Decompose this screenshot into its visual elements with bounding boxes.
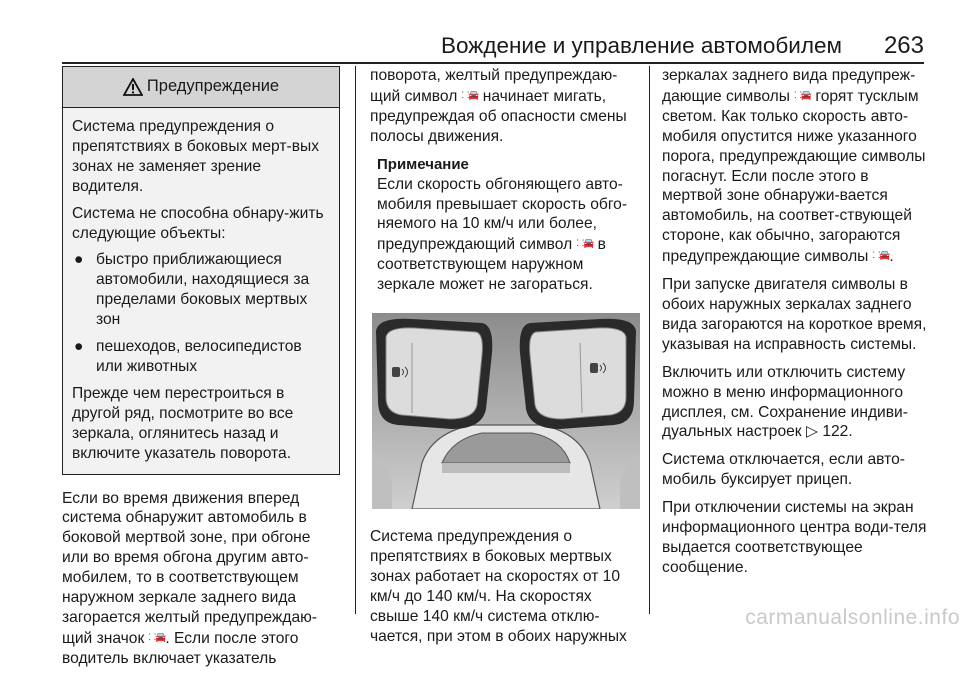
warning-bullet-text: быстро приближающиеся автомобили, находящиеся за пределами боковых мертвых зон [96,251,310,329]
body-paragraph: Система предупреждения о препятствиях в боковых мертвых зонах работает на скоростях от 10 км/ч до 140 км/ч. На скоростях свыше 140 км/ч система отклю-чается, при этом в обоих наружных [370,527,627,645]
note-title: Примечание [377,155,469,173]
body-paragraph: При запуске двигателя символы в обоих наружных зеркалах заднего вида загораются на короткое время, указывая на исправность системы. [662,276,927,353]
page-header-title: Вождение и управление автомобилем [441,33,842,58]
body-paragraph: Если во время движения вперед система обнаружит автомобиль в боковой мертвой зоне, при обгоне или во время обгона другим авто-мобилем, то в соответствующем наружном зеркале заднего вида загорается желтый предупреждаю-щий значок ⸬🚘. Если после этого водитель включает указатель [62,489,318,667]
warning-triangle-icon [123,78,143,96]
page-header [0,26,924,66]
blind-spot-car-icon: ⸬🚘 [576,238,594,249]
blind-spot-car-icon: ⸬🚘 [461,89,479,100]
page-number: 263 [883,32,924,59]
page-reference-triangle-icon: ▷ [805,423,818,441]
blind-spot-car-icon: ⸬🚘 [794,89,812,100]
body-paragraph: При отключении системы на экран информационного центра води-теля выдается соответствующее сообщение. [662,499,927,576]
column-2 [370,66,640,654]
body-paragraph: зеркалах заднего вида предупреж-дающие символы ⸬🚘 горят тусклым светом. Как только скорость авто-мобиля опустится ниже указанного порога, предупреждающие символы погаснут. Если после этого в мертвой зоне обнаружи-вается автомобиль, на соответ-ствующей стороне, как обычно, загораются предупреждающие символы ⸬🚘. [662,67,926,266]
blind-spot-car-icon [392,367,400,377]
warning-header [63,67,339,108]
blind-spot-car-icon: ⸬🚘 [148,631,166,642]
body-paragraph: Система отключается, если авто-мобиль буксирует прицеп. [662,451,905,489]
page-reference-link[interactable]: ▷ 122 [805,423,849,441]
blind-spot-car-icon: ⸬🚘 [872,250,890,261]
note-block [370,155,640,295]
column-1 [62,66,340,677]
body-paragraph: Включить или отключить систему можно в меню информационного дисплея, см. Сохранение индиви-дуальных настроек ▷ 122. [662,363,908,441]
warning-bullet-text: пешеходов, велосипедистов или животных [96,338,302,375]
warning-bullet [72,250,329,330]
column-divider-2 [649,66,650,614]
right-mirror [520,319,636,429]
warning-body [63,108,339,474]
bullet-dot-icon: ● [74,251,84,269]
note-text: Если скорость обгоняющего авто-мобиля превышает скорость обго-няемого на 10 км/ч или более, предупреждающий символ ⸬🚘 в соответствующем наружном зеркале может не загораться. [377,175,628,294]
column-3 [662,66,932,586]
watermark: carmanualsonline.info [745,606,960,629]
blind-spot-car-icon [590,363,598,373]
body-paragraph: поворота, желтый предупреждаю-щий символ ⸬🚘 начинает мигать, предупреждая об опасности смены полосы движения. [370,67,627,145]
mirror-illustration [372,313,640,509]
warning-title: Предупреждение [146,77,280,96]
warning-paragraph: Система предупреждения о препятствиях в боковых мерт-вых зонах не заменяет зрение водителя. [72,118,320,195]
car-trunk-line [442,463,570,473]
left-mirror [376,319,492,429]
warning-box [62,66,340,475]
warning-bullet [72,337,329,377]
header-rule [62,62,924,64]
column-divider-1 [355,66,356,614]
warning-paragraph: Прежде чем перестроиться в другой ряд, посмотрите во все зеркала, оглянитесь назад и включите указатель поворота. [72,384,294,462]
warning-paragraph: Система не способна обнару-жить следующие объекты: [72,204,324,242]
bullet-dot-icon: ● [74,338,84,356]
